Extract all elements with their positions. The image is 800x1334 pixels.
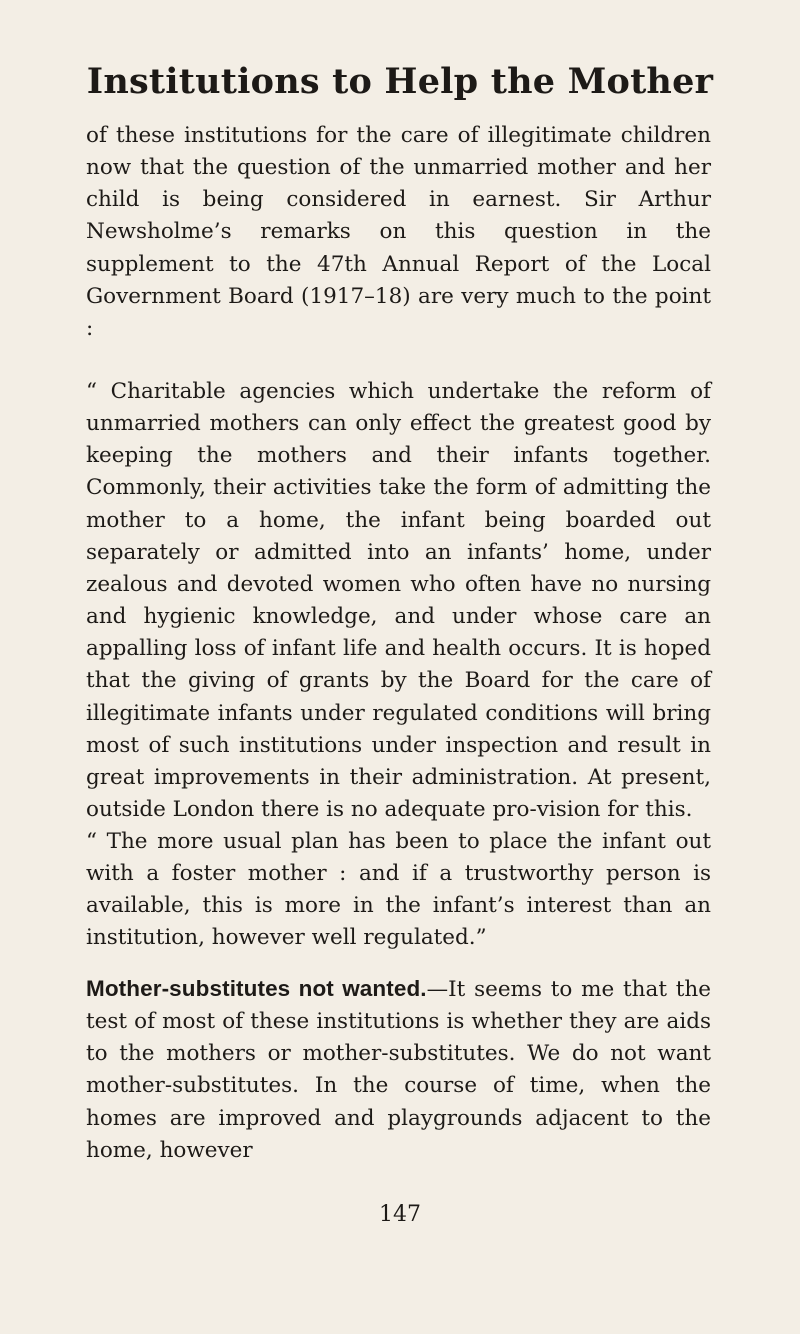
page-number: 147 [379,1202,421,1227]
quotation-text: “ The more usual plan has been to place the infant out with a foster mother : and if a trustworthy person is available, this is more in the infant’s interest than an institution, however well regulated.” [86,829,711,951]
quotation-paragraph-1 [86,376,711,826]
section-heading: Mother-substitutes not wanted. [86,976,427,1001]
opening-paragraph [86,120,711,345]
paragraph-text: of these institutions for the care of illegitimate children now that the question of the unmarried mother and her child is being considered in earnest. Sir Arthur Newsholme’s remarks on this question in the supplement to the 47th Annual Report of the Local Government Board (1917–18) are very much to the point : [86,123,711,341]
running-head: Institutions to Help the Mother [86,61,714,102]
quotation-paragraph-2 [86,826,711,955]
quotation-text: “ Charitable agencies which undertake the reform of unmarried mothers can only effect the greatest good by keeping the mothers and their infants together. Commonly, their activities take the form of admitting the mother to a home, the infant being boarded out separately or admitted into an infants’ home, under zealous and devoted women who often have no nursing and hygienic knowledge, and under whose care an appalling loss of infant life and health occurs. It is hoped that the giving of grants by the Board for the care of illegitimate infants under regulated conditions will bring most of such institutions under inspection and result in great improvements in their administration. At present, outside London there is no adequate pro-vision for this. [86,379,711,823]
section-paragraph-text [86,973,711,1167]
section-text: —It seems to me that the test of most of these institutions is whether they are aids to the mothers or mother-substitutes. We do not want mother-substitutes. In the course of time, when the homes are improved and playgrounds adjacent to the home, however [86,977,711,1163]
section-paragraph [86,973,711,1167]
